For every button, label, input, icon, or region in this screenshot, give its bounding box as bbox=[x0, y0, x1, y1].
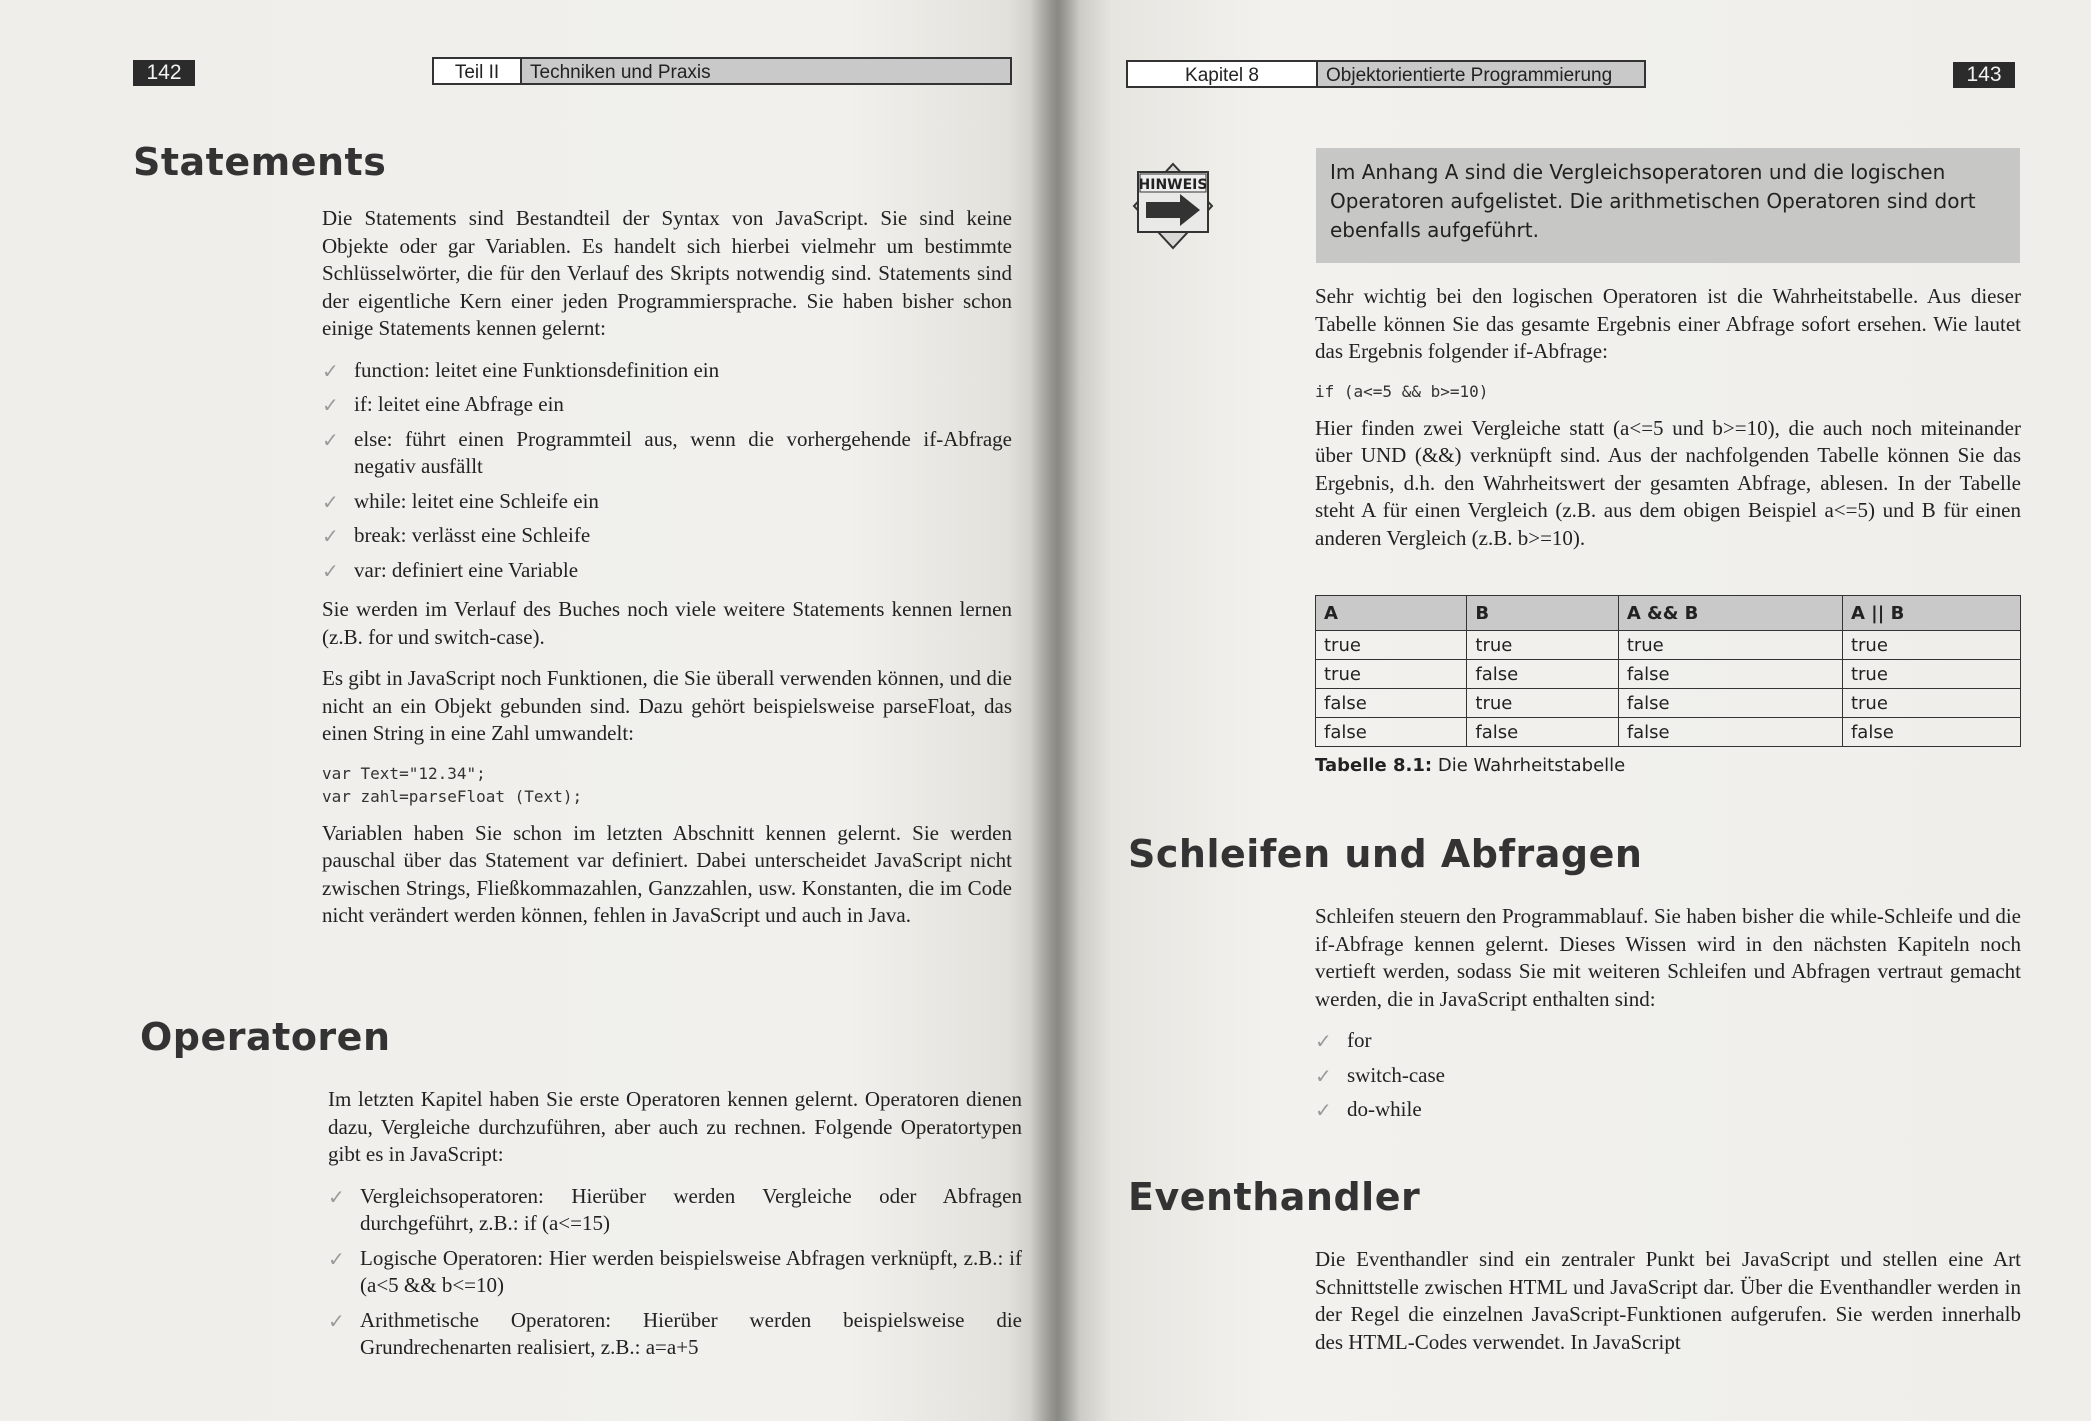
check-icon: ✓ bbox=[322, 427, 339, 452]
hint-box: Im Anhang A sind die Vergleichsoperatoren und die logischen Operatoren aufgelistet. Die arithmetischen Operatoren sind dort ebenfalls aufgeführt. bbox=[1316, 148, 2020, 263]
check-icon: ✓ bbox=[322, 358, 339, 383]
list-item: ✓ function: leitet eine Funktionsdefinition ein bbox=[322, 357, 1012, 385]
statements-intro: Die Statements sind Bestandteil der Syntax von JavaScript. Sie sind keine Objekte oder gar Variablen. Es handelt sich hierbei vielmehr um bestimmte Schlüsselwörter, die für den Verlauf des Skripts notwendig sind. Statements sind der eigentliche Kern einer jeden Programmiersprache. Sie haben bisher schon einige Statements kennen gelernt: bbox=[322, 206, 1012, 340]
statements-section bbox=[322, 205, 1012, 944]
running-head-title: Techniken und Praxis bbox=[522, 59, 1010, 83]
table-row: true true true true bbox=[1316, 631, 2021, 660]
right-page bbox=[1060, 0, 2091, 1421]
logic-para2: Hier finden zwei Vergleiche statt (a<=5 und b>=10), die auch noch miteinander über UND (&&) verknüpft sind. Aus der nachfolgenden Tabelle können Sie das Ergebnis, d.h. den Wahrheitswert der gesamten Abfrage, ablesen. In der Tabelle steht A für einen Vergleich (z.B. aus dem obigen Beispiel a<=5) und B für einen anderen Vergleich (z.B. b>=10). bbox=[1315, 415, 2021, 550]
truth-table bbox=[1315, 595, 2021, 747]
table-header: B bbox=[1467, 596, 1618, 631]
heading-statements: Statements bbox=[133, 140, 387, 184]
table-caption: Tabelle 8.1: Die Wahrheitstabelle bbox=[1315, 755, 1626, 776]
page-number-right: 143 bbox=[1953, 62, 2015, 88]
list-item: ✓ else: führt einen Programmteil aus, wenn die vorhergehende if-Abfrage negativ ausfällt bbox=[322, 426, 1012, 478]
operatoren-section bbox=[328, 1086, 1022, 1374]
table-header: A || B bbox=[1842, 596, 2020, 631]
logic-section bbox=[1315, 283, 2021, 566]
list-item: ✓ if: leitet eine Abfrage ein bbox=[322, 391, 1012, 419]
heading-operatoren: Operatoren bbox=[140, 1015, 391, 1059]
list-item: ✓ Arithmetische Operatoren: Hierüber werden beispielsweise die Grundrechenarten realisiert, z.B.: a=a+5 bbox=[328, 1307, 1022, 1359]
list-item: ✓ do-while bbox=[1315, 1096, 2021, 1124]
code-line: var zahl=parseFloat (Text); bbox=[322, 786, 583, 806]
list-item: ✓ var: definiert eine Variable bbox=[322, 557, 1012, 585]
code-line: var Text="12.34"; bbox=[322, 763, 486, 783]
check-icon: ✓ bbox=[1315, 1098, 1332, 1122]
running-head-right bbox=[1126, 60, 1646, 88]
check-icon: ✓ bbox=[322, 524, 339, 548]
check-icon: ✓ bbox=[1315, 1063, 1332, 1088]
statements-para2: Sie werden im Verlauf des Buches noch viele weitere Statements kennen lernen (z.B. for und switch-case). bbox=[322, 597, 1012, 649]
logic-para1: Sehr wichtig bei den logischen Operatoren ist die Wahrheitstabelle. Aus dieser Tabelle können Sie das gesamte Ergebnis einer Abfrage sofort ersehen. Wie lautet das Ergebnis folgender if-Abfrage: bbox=[1315, 284, 2021, 363]
statements-para4: Variablen haben Sie schon im letzten Abschnitt kennen gelernt. Sie werden pauschal über das Statement var definiert. Dabei unterscheidet JavaScript nicht zwischen Strings, Fließkommazahlen, Ganzzahlen, usw. Konstanten, die im Code nicht verändert werden können, fehlen in JavaScript und auch in Java. bbox=[322, 820, 1012, 927]
check-icon: ✓ bbox=[322, 489, 339, 514]
running-head-part: Teil II bbox=[434, 59, 522, 83]
check-icon: ✓ bbox=[328, 1184, 345, 1209]
table-header: A bbox=[1316, 596, 1467, 631]
list-item: ✓ while: leitet eine Schleife ein bbox=[322, 488, 1012, 516]
statements-list bbox=[322, 357, 1012, 585]
table-header: A && B bbox=[1618, 596, 1842, 631]
running-head-part: Kapitel 8 bbox=[1128, 62, 1318, 86]
list-item: ✓ Vergleichsoperatoren: Hierüber werden Vergleiche oder Abfragen durchgeführt, z.B.: if (a<=15) bbox=[328, 1183, 1022, 1235]
list-item: ✓ switch-case bbox=[1315, 1062, 2021, 1090]
table-row: false false false false bbox=[1316, 718, 2021, 747]
book-gutter bbox=[1030, 0, 1080, 1421]
list-item: ✓ for bbox=[1315, 1027, 2021, 1055]
svg-text:HINWEIS: HINWEIS bbox=[1138, 177, 1208, 193]
check-icon: ✓ bbox=[322, 558, 339, 583]
truth-table-wrapper bbox=[1315, 595, 2021, 776]
page-number-left: 142 bbox=[133, 60, 195, 86]
operatoren-list bbox=[328, 1183, 1022, 1362]
code-line: if (a<=5 && b>=10) bbox=[1315, 381, 1489, 401]
running-head-title: Objektorientierte Programmierung bbox=[1318, 62, 1644, 86]
hint-icon bbox=[1132, 162, 1214, 250]
check-icon: ✓ bbox=[328, 1246, 345, 1271]
eventhandler-text: Die Eventhandler sind ein zentraler Punkt bei JavaScript und stellen eine Art Schnittstelle zwischen HTML und JavaScript dar. Über die Eventhandler werden in der Regel die einzelnen JavaScript-Funktionen aufgerufen. Sie werden innerhalb des HTML-Codes verwendet. In JavaScript bbox=[1315, 1247, 2021, 1354]
operatoren-intro: Im letzten Kapitel haben Sie erste Operatoren kennen gelernt. Operatoren dienen dazu, Vergleiche durchzuführen, aber auch zu rechnen. Folgende Operatortypen gibt es in JavaScript: bbox=[328, 1087, 1022, 1166]
eventhandler-section bbox=[1315, 1246, 2021, 1370]
schleifen-intro: Schleifen steuern den Programmablauf. Sie haben bisher die while-Schleife und die if-Abfrage kennen gelernt. Dieses Wissen wird in den nächsten Kapiteln noch vertieft werden, sodass Sie mit weiteren Schleifen und Abfragen vertraut gemacht werden, die in JavaScript enthalten sind: bbox=[1315, 904, 2021, 1011]
heading-eventhandler: Eventhandler bbox=[1128, 1175, 1421, 1219]
code-block bbox=[322, 762, 1012, 808]
check-icon: ✓ bbox=[1315, 1029, 1332, 1053]
table-row: true false false true bbox=[1316, 660, 2021, 689]
check-icon: ✓ bbox=[322, 393, 339, 417]
list-item: ✓ Logische Operatoren: Hier werden beispielsweise Abfragen verknüpft, z.B.: if (a<5 && b<=10) bbox=[328, 1245, 1022, 1297]
running-head-left bbox=[432, 57, 1012, 85]
schleifen-list bbox=[1315, 1027, 2021, 1124]
schleifen-section bbox=[1315, 903, 2021, 1136]
statements-para3: Es gibt in JavaScript noch Funktionen, die Sie überall verwenden können, und die nicht an ein Objekt gebunden sind. Dazu gehört beispielsweise parseFloat, das einen String in eine Zahl umwandelt: bbox=[322, 666, 1012, 745]
table-row: false true false true bbox=[1316, 689, 2021, 718]
list-item: ✓ break: verlässt eine Schleife bbox=[322, 522, 1012, 550]
check-icon: ✓ bbox=[328, 1308, 345, 1333]
heading-schleifen: Schleifen und Abfragen bbox=[1128, 832, 1643, 876]
